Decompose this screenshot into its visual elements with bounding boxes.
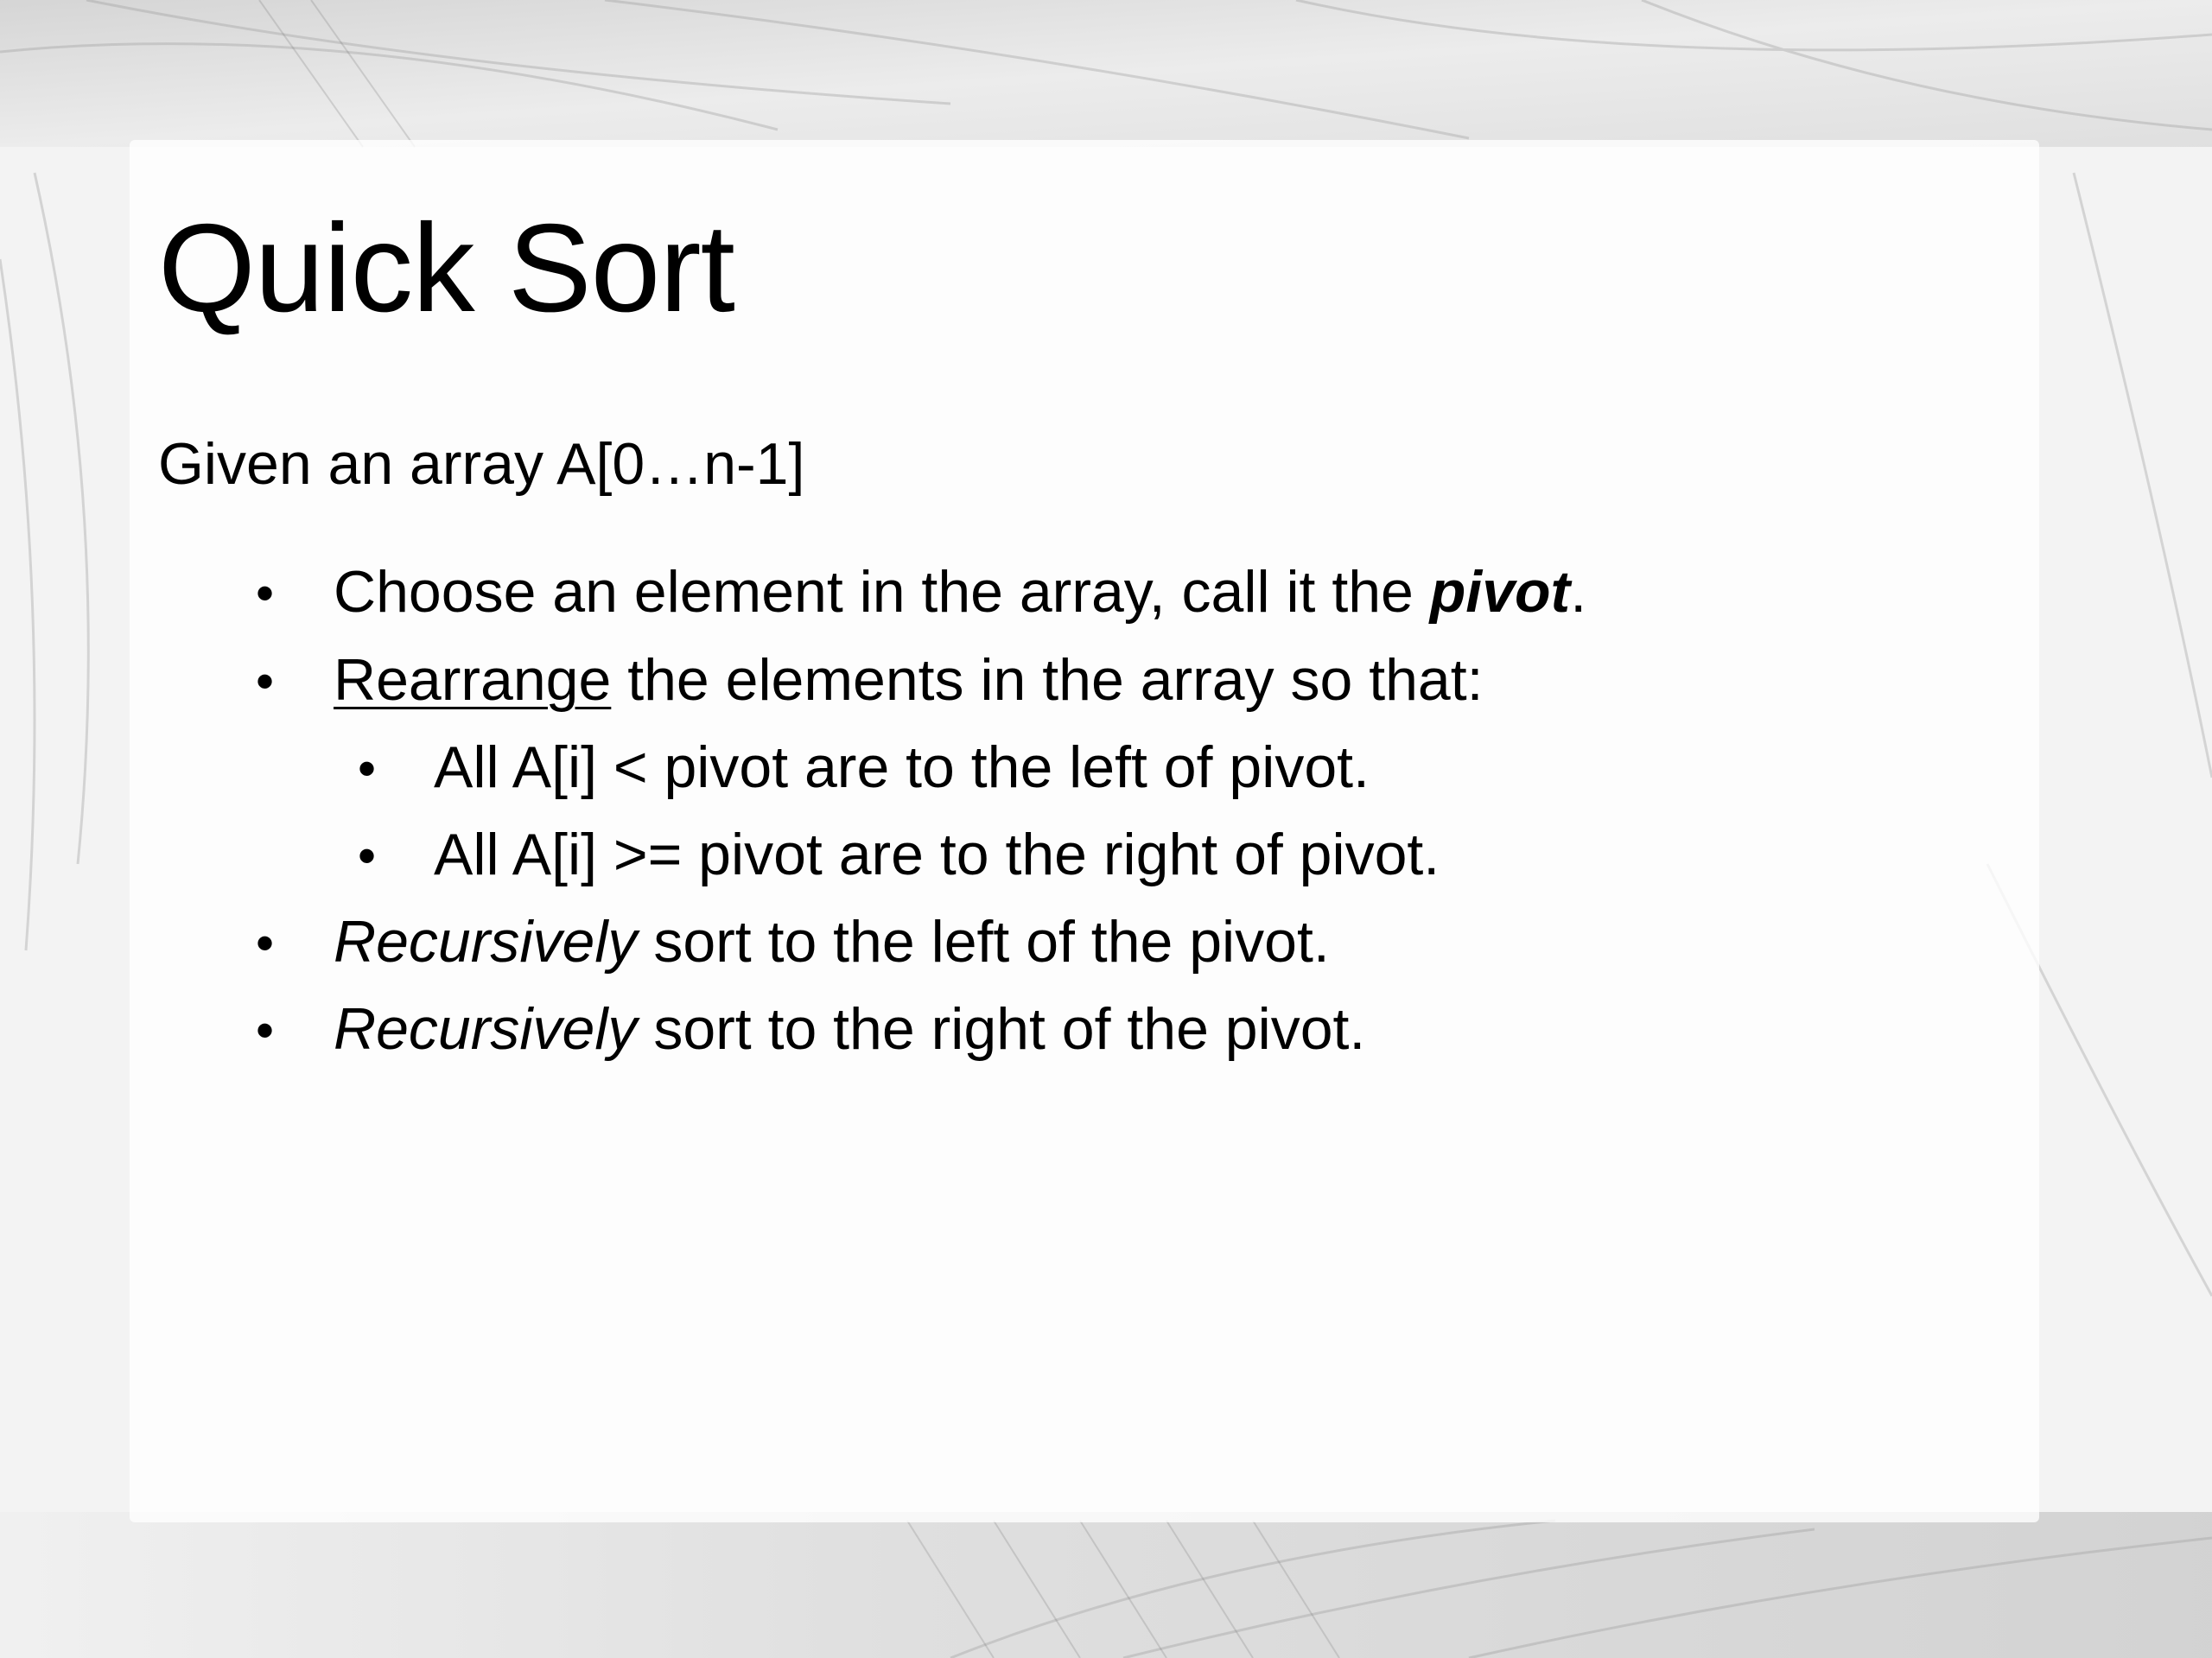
bullet-text: Choose an element in the array, call it the	[334, 559, 1430, 625]
pivot-emphasis: pivot	[1429, 559, 1571, 625]
bullet-marker: •	[256, 652, 275, 710]
bullet-text: sort to the right of the pivot.	[637, 996, 1366, 1062]
rearrange-underlined: Rearrange	[334, 647, 612, 713]
sub-bullet-greater-equal	[434, 820, 1440, 889]
bullet-recursive-right	[334, 994, 1365, 1064]
recursively-italic: Recursively	[334, 996, 638, 1062]
bullet-text: sort to the left of the pivot.	[637, 909, 1330, 975]
bullet-text: All A[i] < pivot are to the left of pivot.	[434, 734, 1370, 800]
sub-bullet-marker: •	[358, 827, 377, 885]
bullet-rearrange	[334, 645, 1484, 715]
recursively-italic: Recursively	[334, 909, 638, 975]
bullet-marker: •	[256, 914, 275, 972]
bullet-text-end: .	[1570, 559, 1587, 625]
intro-text: Given an array A[0…n-1]	[158, 431, 805, 497]
sub-bullet-less-than	[434, 733, 1370, 802]
bullet-recursive-left	[334, 907, 1330, 976]
bullet-choose-pivot	[334, 557, 1586, 626]
bullet-marker: •	[256, 1001, 275, 1059]
sub-bullet-marker: •	[358, 740, 377, 797]
bullet-text: the elements in the array so that:	[611, 647, 1484, 713]
slide-title: Quick Sort	[158, 198, 734, 338]
bullet-text: All A[i] >= pivot are to the right of pivot.	[434, 822, 1440, 887]
bullet-marker: •	[256, 564, 275, 622]
